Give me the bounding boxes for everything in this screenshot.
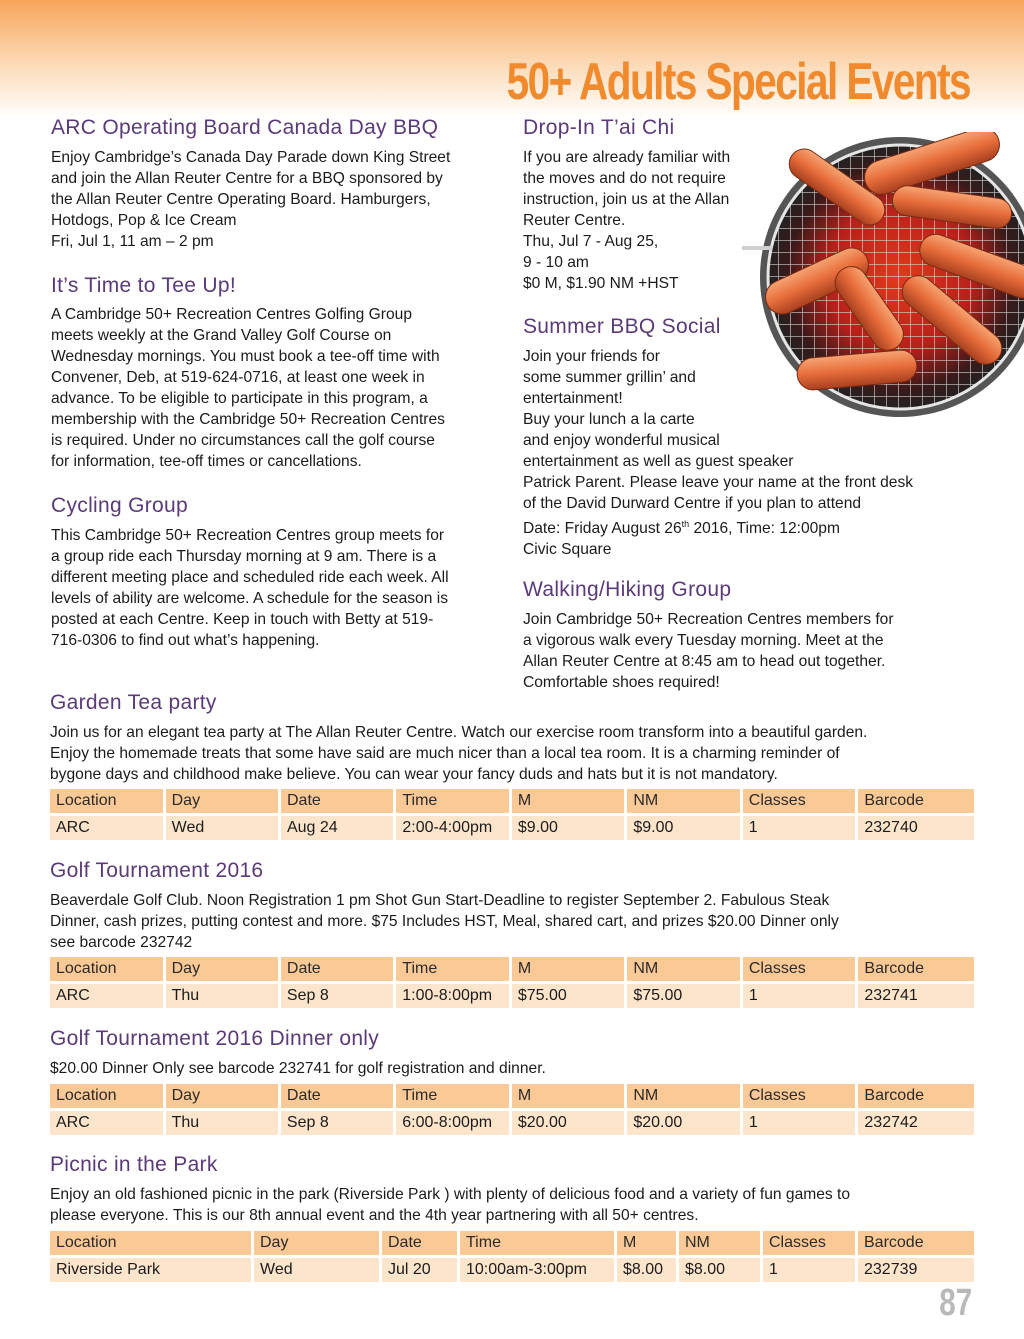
golf-tournament-heading: Golf Tournament 2016 — [50, 859, 264, 882]
table-header-row: Location Day Date Time M NM Classes Barcode — [50, 1084, 974, 1108]
walking-heading: Walking/Hiking Group — [523, 578, 732, 601]
golf-dinner-heading: Golf Tournament 2016 Dinner only — [50, 1027, 380, 1050]
canada-day-text: Enjoy Cambridge’s Canada Day Parade down King Street and join the Allan Reuter Centre for a BBQ sponsored by the Allan Reuter Centre Operating Board. Hamburgers, Hotdogs, Pop & Ice Cream Fri, Jul 1, 11 am – 2 pm — [51, 149, 451, 250]
table-row: ARC Thu Sep 8 1:00-8:00pm $75.00 $75.00 1 232741 — [50, 984, 974, 1008]
walking-text: Join Cambridge 50+ Recreation Centres members for a vigorous walk every Tuesday morning. Meet at the Allan Reuter Centre at 8:45 am to head out together. Comfortable shoes required! — [523, 611, 894, 691]
table-header-row: Location Day Date Time M NM Classes Barcode — [50, 1231, 974, 1255]
tee-up-text: A Cambridge 50+ Recreation Centres Golfing Group meets weekly at the Grand Valley Golf Course on Wednesday mornings. You must book a tee-off time with Convener, Deb, at 519-624-0716, at least one week in advance. To be eligible to participate in this program, a membership with the Cambridge 50+ Recreation Centres is required. Under no circumstances call the golf course for information, tee-off times or cancellations. — [51, 306, 445, 470]
table-row: Riverside Park Wed Jul 20 10:00am-3:00pm $8.00 $8.00 1 232739 — [50, 1258, 974, 1282]
cycling-text: This Cambridge 50+ Recreation Centres group meets for a group ride each Thursday morning at 9 am. There is a different meeting place and scheduled ride each week. All levels of ability are welcome. A schedule for the season is posted at each Centre. Keep in touch with Betty at 519- 716-0306 to find out what’s happening. — [51, 527, 449, 649]
cycling-heading: Cycling Group — [51, 494, 188, 517]
tai-chi-text: If you are already familiar with the moves and do not require instruction, join us at the Allan Reuter Centre. Thu, Jul 7 - Aug 25, 9 - 10 am $0 M, $1.90 NM +HST — [523, 149, 731, 292]
picnic-heading: Picnic in the Park — [50, 1153, 218, 1176]
tee-up-heading: It’s Time to Tee Up! — [51, 274, 236, 297]
page-number: 87 — [939, 1282, 972, 1324]
tai-chi-heading: Drop-In T’ai Chi — [523, 116, 675, 139]
table-row: ARC Wed Aug 24 2:00-4:00pm $9.00 $9.00 1 232740 — [50, 816, 974, 840]
table-header-row: Location Day Date Time M NM Classes Barcode — [50, 957, 974, 981]
table-header-row: Location Day Date Time M NM Classes Barcode — [50, 789, 974, 813]
canada-day-heading: ARC Operating Board Canada Day BBQ — [51, 116, 439, 139]
picnic-text: Enjoy an old fashioned picnic in the park (Riverside Park ) with plenty of delicious food and a variety of fun games to please everyone. This is our 8th annual event and the 4th year partnering with all 50+ centres. — [50, 1186, 851, 1224]
golf-dinner-table — [50, 1081, 974, 1138]
garden-tea-heading: Garden Tea party — [50, 691, 217, 714]
garden-tea-text: Join us for an elegant tea party at The Allan Reuter Centre. Watch our exercise room transform into a beautiful garden. Enjoy the homemade treats that some have said are much nicer than a local tea room. It is a charming reminder of bygone days and childhood make believe. You can wear your fancy duds and hats but it is not mandatory. — [50, 724, 868, 783]
golf-dinner-text: $20.00 Dinner Only see barcode 232741 for golf registration and dinner. — [50, 1060, 546, 1077]
page-title: 50+ Adults Special Events — [506, 53, 970, 111]
garden-tea-table — [50, 786, 974, 843]
bbq-social-heading: Summer BBQ Social — [523, 315, 721, 338]
table-row: ARC Thu Sep 8 6:00-8:00pm $20.00 $20.00 1 232742 — [50, 1111, 974, 1135]
bbq-social-text: Join your friends for some summer grillin’ and entertainment! Buy your lunch a la carte and enjoy wonderful musical entertainment as well as guest speaker Patrick Parent. Please leave your name at the front desk of the David Durward Centre if you plan to attend Date: Friday August 26th 2016, Time: 12:00pm Civic Square — [523, 348, 914, 559]
picnic-table — [50, 1228, 974, 1285]
bbq-social-date: Date: Friday August 26th 2016, Time: 12:00pm — [523, 519, 840, 538]
golf-tournament-text: Beaverdale Golf Club. Noon Registration 1 pm Shot Gun Start-Deadline to register September 2. Fabulous Steak Dinner, cash prizes, putting contest and more. $75 Includes HST, Meal, shared cart, and prizes $20.00 Dinner only see barcode 232742 — [50, 892, 839, 951]
golf-tournament-table — [50, 954, 974, 1011]
